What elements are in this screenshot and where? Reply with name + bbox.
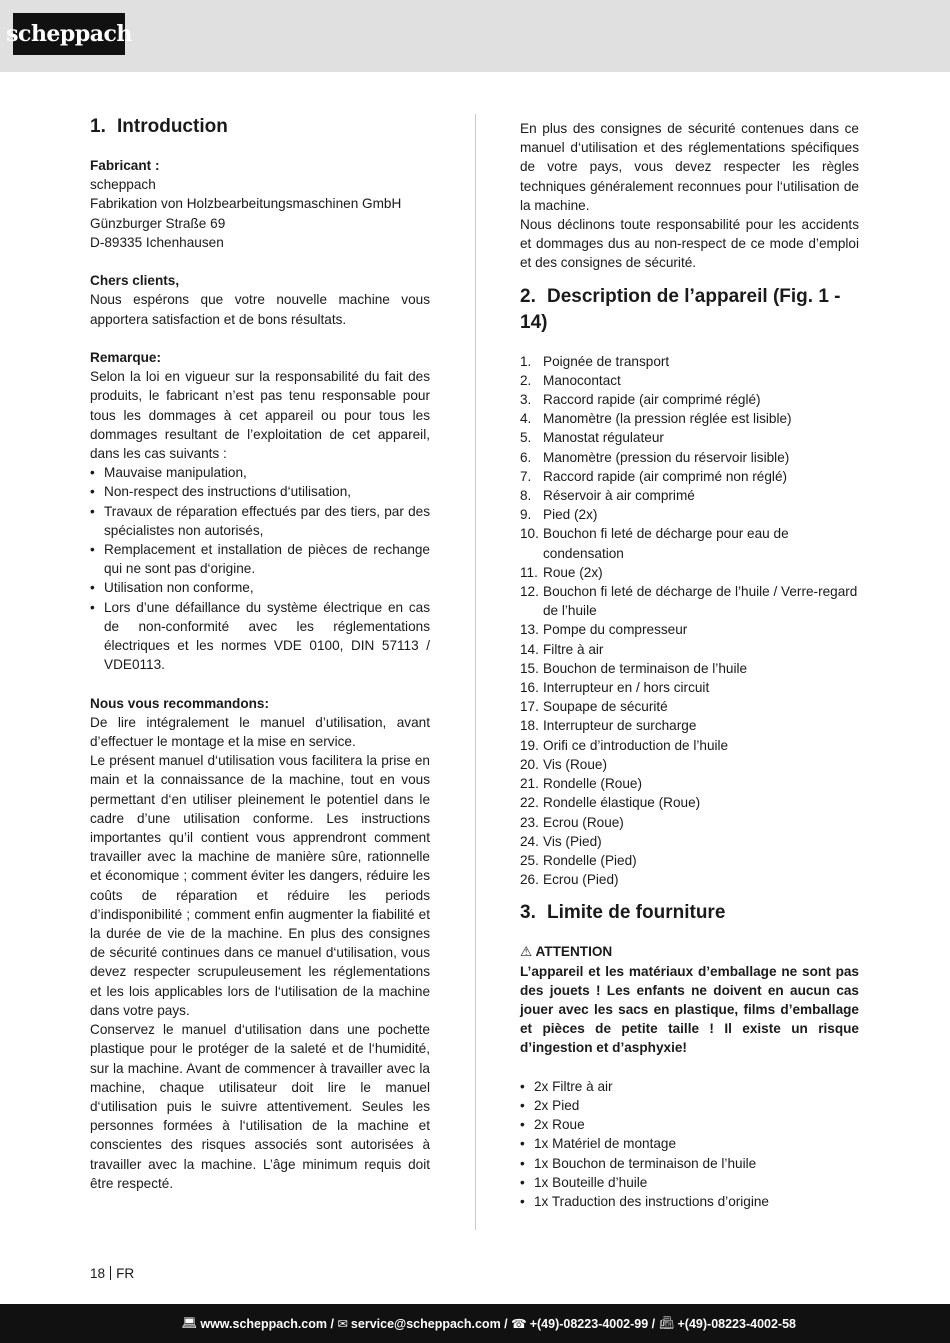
section-heading-introduction: 1. Introduction [90,116,228,137]
part-label: Rondelle élastique (Roue) [543,795,701,811]
list-item [520,467,859,486]
list-item [520,793,859,812]
part-number: 9. [520,507,532,523]
liability-exclusions-list [90,463,430,674]
part-label: Manostat régulateur [543,430,664,446]
page-footer [0,1304,950,1343]
part-number: 7. [520,468,532,484]
part-label: Filtre à air [543,641,604,657]
section-heading-supply: 3. Limite de fourniture [520,902,726,924]
list-item [520,620,859,639]
page-number: 18 FR [90,1266,135,1281]
part-label: Manomètre (pression du réservoir lisible) [543,449,790,465]
part-label: Bouchon de terminaison de l’huile [543,660,748,676]
recommend-paragraph: Conservez le manuel d‘utilisation dans une pochette plastique pour le protéger de la saleté et de l‘humidité, sur la machine. Avant de commencer à travailler avec la machine, chaque utilisateur doit lire le manuel d‘utilisation puis le suivre attentivement. Seules les personnes formées à l‘utilisation de la machine et conscientes des risques associés sont autorisées à travailler avec la machine. L’âge minimum requis doit être respecté. [90,1022,430,1191]
list-item [520,524,859,562]
website-link[interactable]: www.scheppach.com / [200,1316,334,1331]
part-number: 12. [520,584,539,600]
attention-label: ⚠ ATTENTION [520,944,613,960]
list-item: • 2x Filtre à air [520,1077,859,1096]
list-item: • Utilisation non conforme, [90,578,430,597]
list-item [520,774,859,793]
part-number: 20. [520,756,539,772]
list-item [520,659,859,678]
phone-number: +(49)-08223-4002-99 / [529,1316,656,1331]
part-number: 13. [520,622,539,638]
safety-paragraph: En plus des consignes de sécurité contenues dans ce manuel d‘utilisation et des réglementations spécifiques de votre pays, vous devez respecter les règles techniques généralement reconnues pour l‘utilisation de la machine. [520,121,859,213]
part-label: Rondelle (Pied) [543,852,637,868]
manufacturer-address: scheppach Fabrikation von Holzbearbeitungsmaschinen GmbH Günzburger Straße 69 D-89335 Ichenhausen [90,177,402,250]
part-label: Vis (Pied) [543,833,602,849]
part-number: 16. [520,680,539,696]
page-header [0,0,950,72]
list-item [520,640,859,659]
list-item [520,697,859,716]
fax-number: +(49)-08223-4002-58 [677,1316,796,1331]
brand-logo: scheppach [13,13,125,55]
part-label: Ecrou (Roue) [543,814,624,830]
part-label: Poignée de transport [543,353,670,369]
list-item [520,716,859,735]
dear-customers-label: Chers clients, [90,273,180,289]
part-label: Soupape de sécurité [543,699,668,715]
part-label: Roue (2x) [543,564,603,580]
part-label: Ecrou (Pied) [543,872,619,888]
list-item: • 2x Roue [520,1115,859,1134]
part-number: 2. [520,372,532,388]
attention-text: L’appareil et les matériaux d’emballage ne sont pas des jouets ! Les enfants ne doivent en aucun cas jouer avec les sacs en plastique, films d’emballage et pièces de petite taille ! Il existe un risque d’ingestion et d’asphyxie! [520,963,859,1056]
recommend-label: Nous vous recommandons: [90,695,270,711]
recommend-paragraph: De lire intégralement le manuel d’utilisation, avant d’effectuer le montage et la mise en service. [90,714,430,750]
part-label: Orifi ce d’introduction de l’huile [543,737,729,753]
list-item: • 2x Pied [520,1096,859,1115]
left-column [90,114,430,1193]
computer-icon: 💻︎ [181,1316,198,1330]
note-label: Remarque: [90,350,162,365]
list-item [520,563,859,582]
part-number: 10. [520,526,539,542]
list-item: • Non-respect des instructions d‘utilisation, [90,482,430,501]
supply-list [520,1077,859,1211]
part-label: Rondelle (Roue) [543,776,642,792]
list-item [520,390,859,409]
part-number: 23. [520,814,539,830]
list-item [520,352,859,371]
part-number: 11. [520,564,538,580]
list-item: • Mauvaise manipulation, [90,463,430,482]
part-label: Raccord rapide (air comprimé non réglé) [543,468,788,484]
part-number: 26. [520,872,539,888]
email-icon: ✉ [337,1317,348,1331]
part-number: 18. [520,718,539,734]
list-item [520,371,859,390]
manufacturer-label: Fabricant : [90,158,160,173]
email-link[interactable]: service@scheppach.com / [350,1316,508,1331]
list-item [520,409,859,428]
list-item [520,870,859,889]
list-item [520,678,859,697]
part-number: 5. [520,430,532,446]
list-item [520,755,859,774]
part-number: 25. [520,852,539,868]
list-item [520,448,859,467]
list-item: • 1x Traduction des instructions d’origine [520,1192,859,1211]
part-number: 24. [520,833,539,849]
list-item: • 1x Bouchon de terminaison de l’huile [520,1154,859,1173]
list-item [520,851,859,870]
list-item: • 1x Matériel de montage [520,1134,859,1153]
part-label: Bouchon fi leté de décharge de l’huile / Verre-regard de l’huile [543,584,858,619]
list-item [520,736,859,755]
list-item: • Lors d’une défaillance du système électrique en cas de non-conformité avec les réglementations électriques et les normes VDE 0100, DIN 57113 / VDE0113. [90,598,430,675]
parts-list [520,352,859,890]
warning-icon: ⚠ [520,944,533,960]
part-number: 19. [520,737,539,753]
liability-paragraph: Nous déclinons toute responsabilité pour les accidents et dommages dus au non-respect de ce mode d’emploi et des consignes de sécurité. [520,217,859,271]
list-item: • Remplacement et installation de pièces de rechange qui ne sont pas d‘origine. [90,540,430,578]
list-item [520,428,859,447]
part-number: 8. [520,488,532,504]
part-label: Manomètre (la pression réglée est lisible) [543,411,792,427]
list-item [520,486,859,505]
list-item [520,813,859,832]
part-number: 21. [520,776,539,792]
part-label: Manocontact [543,372,621,388]
part-label: Interrupteur de surcharge [543,718,697,734]
right-column [520,119,859,1211]
part-number: 3. [520,392,532,408]
dear-customers-text: Nous espérons que votre nouvelle machine vous apportera satisfaction et de bons résultats. [90,292,430,327]
part-number: 6. [520,449,532,465]
list-item [520,505,859,524]
list-item: • Travaux de réparation effectués par des tiers, par des spécialistes non autorisés, [90,502,430,540]
list-item: • 1x Bouteille d’huile [520,1173,859,1192]
part-number: 1. [520,353,532,369]
part-label: Pompe du compresseur [543,622,688,638]
part-label: Raccord rapide (air comprimé réglé) [543,392,761,408]
part-label: Vis (Roue) [543,756,607,772]
phone-icon: ☎ [511,1317,527,1331]
part-number: 15. [520,660,539,676]
recommend-paragraph: Le présent manuel d‘utilisation vous facilitera la prise en main et la connaissance de la machine, tout en vous permettant d‘en utiliser pleinement le potentiel dans le cadre d’une utilisation conforme. Les instructions importantes qu’il contient vous apprendront comment travailler avec la machine de manière sûre, rationnelle et économique ; comment éviter les dangers, réduire les coûts de réparation et réduire les periods d’indisponibilité ; comment enfin augmenter la fiabilité et la durée de vie de la machine. En plus des consignes de sécurité continues dans ce manuel d‘utilisation, vous devez respecter scrupuleusement les réglementations et les lois applicables lors de l‘utilisation de la machine dans votre pays. [90,753,430,1018]
part-label: Bouchon fi leté de décharge pour eau de condensation [543,526,789,561]
column-divider [475,114,476,1230]
note-text: Selon la loi en vigueur sur la responsabilité du fait des produits, le fabricant n’est pas tenu responsable pour tous les dommages à cet appareil ou pour tous les dommages resultant de l’exploitation de cet appareil, dans les cas suivants : [90,369,430,462]
list-item [520,582,859,620]
list-item [520,832,859,851]
part-number: 22. [520,795,539,811]
fax-icon: 📠︎ [658,1316,675,1330]
part-number: 4. [520,411,532,427]
part-label: Réservoir à air comprimé [543,488,695,504]
part-label: Pied (2x) [543,507,598,523]
part-number: 17. [520,699,539,715]
part-label: Interrupteur en / hors circuit [543,680,710,696]
section-heading-description: 2. Description de l’appareil (Fig. 1 - 14) [520,285,841,333]
part-number: 14. [520,641,539,657]
